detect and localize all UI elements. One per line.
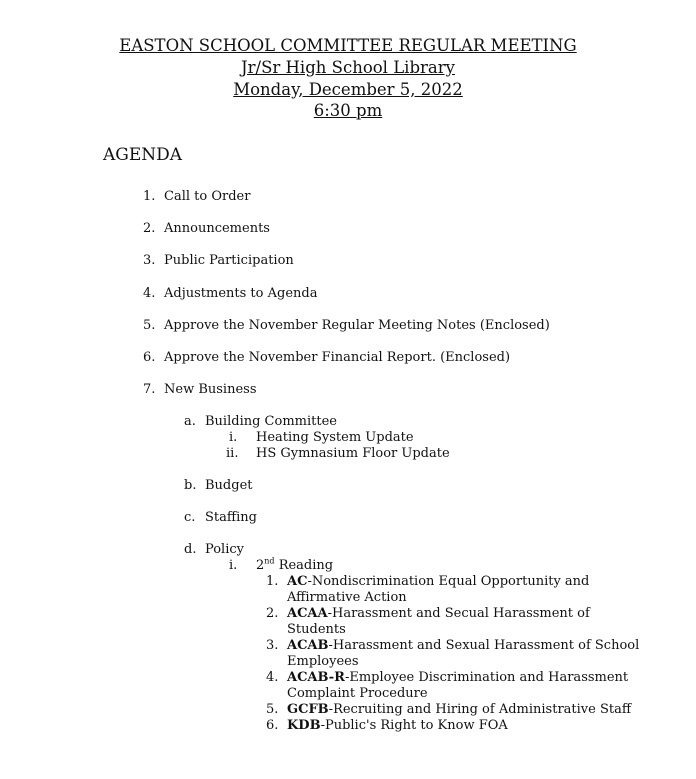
subitem-text: Building Committee	[205, 414, 337, 429]
policy-acaa-cont: Students	[287, 622, 346, 637]
roman-numeral: i.	[229, 558, 238, 573]
policy-acab-r: ACAB-R-Employee Discrimination and Harassment	[287, 670, 629, 685]
policy-gcfb: GCFB-Recruiting and Hiring of Administrative Staff	[287, 702, 632, 717]
item-text: New Business	[164, 382, 257, 397]
item-number: 2.	[143, 221, 156, 236]
item-text: Approve the November Regular Meeting Notes (Enclosed)	[164, 318, 550, 333]
meeting-time: 6:30 pm	[313, 101, 383, 120]
agenda-heading: AGENDA	[103, 145, 183, 165]
item-number: 5.	[143, 318, 156, 333]
heating-system-update: Heating System Update	[256, 430, 414, 445]
gym-floor-update: HS Gymnasium Floor Update	[256, 446, 450, 461]
meeting-location: Jr/Sr High School Library	[241, 58, 455, 77]
subitem-text: Policy	[205, 542, 244, 557]
policy-acab-cont: Employees	[287, 654, 359, 669]
item-text: Announcements	[164, 221, 270, 236]
policy-number: 6.	[266, 718, 279, 733]
meeting-title: EASTON SCHOOL COMMITTEE REGULAR MEETING	[119, 36, 577, 55]
policy-kdb: KDB-Public's Right to Know FOA	[287, 718, 508, 733]
item-text: Approve the November Financial Report. (Enclosed)	[164, 350, 511, 365]
subitem-letter: b.	[184, 478, 197, 493]
subitem-letter: a.	[184, 414, 196, 429]
subitem-letter: d.	[184, 542, 197, 557]
policy-acab: ACAB-Harassment and Sexual Harassment of School	[287, 638, 640, 653]
item-number: 4.	[143, 286, 156, 301]
second-reading: 2nd Reading	[256, 556, 334, 573]
policy-ac-cont: Affirmative Action	[287, 590, 407, 605]
item-text: Adjustments to Agenda	[164, 286, 318, 301]
policy-number: 1.	[266, 574, 279, 589]
policy-number: 5.	[266, 702, 279, 717]
item-text: Public Participation	[164, 253, 294, 268]
policy-acab-r-cont: Complaint Procedure	[287, 686, 428, 701]
item-text: Call to Order	[164, 189, 251, 204]
policy-ac: AC-Nondiscrimination Equal Opportunity and	[287, 574, 590, 589]
roman-numeral: i.	[229, 430, 238, 445]
subitem-letter: c.	[184, 510, 196, 525]
policy-number: 3.	[266, 638, 279, 653]
subitem-text: Staffing	[205, 510, 257, 525]
item-number: 7.	[143, 382, 156, 397]
subitem-text: Budget	[205, 478, 253, 493]
roman-numeral: ii.	[226, 446, 239, 461]
policy-number: 4.	[266, 670, 279, 685]
item-number: 1.	[143, 189, 156, 204]
item-number: 6.	[143, 350, 156, 365]
policy-number: 2.	[266, 606, 279, 621]
policy-acaa: ACAA-Harassment and Secual Harassment of	[287, 606, 590, 621]
item-number: 3.	[143, 253, 156, 268]
meeting-date: Monday, December 5, 2022	[233, 80, 463, 99]
